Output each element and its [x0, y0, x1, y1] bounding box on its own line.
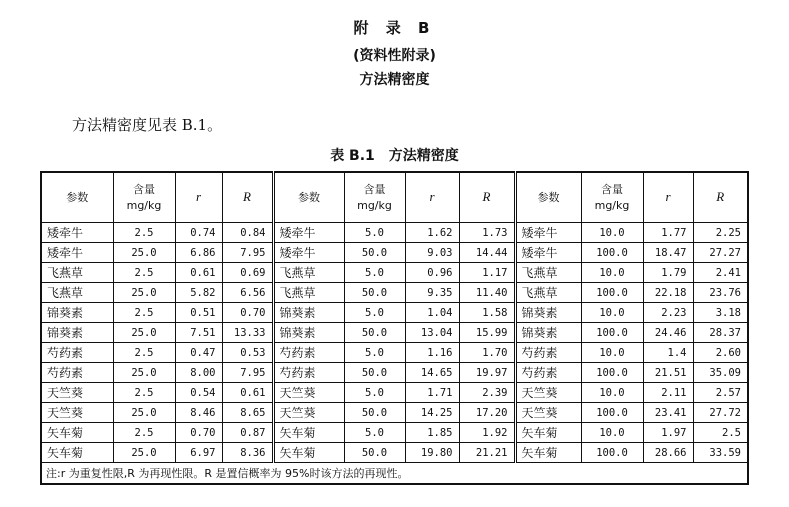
R-cell: 0.53	[222, 343, 273, 363]
table-row	[41, 323, 748, 343]
r-cell: 0.54	[175, 383, 222, 403]
table-row	[41, 383, 748, 403]
r-cell: 1.4	[643, 343, 693, 363]
r-cell: 14.65	[405, 363, 459, 383]
R-cell: 1.17	[459, 263, 515, 283]
param-cell: 矢车菊	[41, 423, 113, 443]
R-cell: 8.65	[222, 403, 273, 423]
r-cell: 22.18	[643, 283, 693, 303]
r-cell: 2.11	[643, 383, 693, 403]
R-cell: 27.72	[693, 403, 748, 423]
content-cell: 50.0	[344, 323, 405, 343]
r-cell: 1.77	[643, 223, 693, 243]
table-row	[41, 283, 748, 303]
param-cell: 矮牵牛	[41, 243, 113, 263]
param-cell: 锦葵素	[273, 303, 344, 323]
param-cell: 飞燕草	[515, 283, 581, 303]
param-cell: 锦葵素	[41, 323, 113, 343]
table-row	[41, 403, 748, 423]
content-cell: 50.0	[344, 363, 405, 383]
r-cell: 0.61	[175, 263, 222, 283]
r-cell: 1.71	[405, 383, 459, 403]
R-cell: 28.37	[693, 323, 748, 343]
header-R: R	[459, 172, 515, 223]
param-cell: 芍药素	[41, 363, 113, 383]
table-row	[41, 423, 748, 443]
r-cell: 9.03	[405, 243, 459, 263]
r-cell: 1.04	[405, 303, 459, 323]
param-cell: 锦葵素	[41, 303, 113, 323]
table-note: 注:r 为重复性限,R 为再现性限。R 是置信概率为 95%时该方法的再现性。	[41, 463, 748, 485]
param-cell: 飞燕草	[273, 283, 344, 303]
content-cell: 5.0	[344, 263, 405, 283]
table-row	[41, 243, 748, 263]
R-cell: 33.59	[693, 443, 748, 463]
r-cell: 1.62	[405, 223, 459, 243]
header-content: 含量 mg/kg	[344, 172, 405, 223]
R-cell: 19.97	[459, 363, 515, 383]
r-cell: 1.16	[405, 343, 459, 363]
param-cell: 天竺葵	[515, 383, 581, 403]
content-cell: 5.0	[344, 303, 405, 323]
R-cell: 8.36	[222, 443, 273, 463]
R-cell: 14.44	[459, 243, 515, 263]
R-cell: 2.25	[693, 223, 748, 243]
appendix-title: 附 录 B	[353, 19, 436, 37]
param-cell: 矢车菊	[273, 423, 344, 443]
table-header-row	[41, 172, 748, 223]
content-cell: 100.0	[581, 363, 643, 383]
content-cell: 25.0	[113, 243, 175, 263]
content-cell: 10.0	[581, 383, 643, 403]
param-cell: 芍药素	[515, 363, 581, 383]
header-r: r	[175, 172, 222, 223]
content-cell: 2.5	[113, 383, 175, 403]
header-R: R	[222, 172, 273, 223]
r-cell: 2.23	[643, 303, 693, 323]
header-content: 含量 mg/kg	[581, 172, 643, 223]
header-content: 含量 mg/kg	[113, 172, 175, 223]
r-cell: 1.97	[643, 423, 693, 443]
header-param: 参数	[515, 172, 581, 223]
param-cell: 天竺葵	[273, 383, 344, 403]
param-cell: 飞燕草	[515, 263, 581, 283]
r-cell: 8.00	[175, 363, 222, 383]
intro-text: 方法精密度见表 B.1。	[72, 116, 223, 134]
R-cell: 3.18	[693, 303, 748, 323]
R-cell: 1.92	[459, 423, 515, 443]
R-cell: 27.27	[693, 243, 748, 263]
table-row	[41, 223, 748, 243]
r-cell: 7.51	[175, 323, 222, 343]
r-cell: 9.35	[405, 283, 459, 303]
r-cell: 0.47	[175, 343, 222, 363]
table-row	[41, 443, 748, 463]
content-cell: 10.0	[581, 303, 643, 323]
R-cell: 1.73	[459, 223, 515, 243]
content-cell: 2.5	[113, 303, 175, 323]
header-r: r	[643, 172, 693, 223]
param-cell: 矢车菊	[515, 423, 581, 443]
param-cell: 飞燕草	[41, 263, 113, 283]
content-cell: 5.0	[344, 343, 405, 363]
table-caption-number: 表 B.1	[330, 148, 375, 164]
R-cell: 13.33	[222, 323, 273, 343]
r-cell: 13.04	[405, 323, 459, 343]
param-cell: 天竺葵	[41, 403, 113, 423]
table-caption-title: 方法精密度	[388, 148, 459, 164]
param-cell: 飞燕草	[273, 263, 344, 283]
param-cell: 矮牵牛	[41, 223, 113, 243]
param-cell: 锦葵素	[515, 323, 581, 343]
content-cell: 2.5	[113, 223, 175, 243]
table-row	[41, 363, 748, 383]
r-cell: 23.41	[643, 403, 693, 423]
header-param: 参数	[273, 172, 344, 223]
table-row	[41, 263, 748, 283]
param-cell: 矮牵牛	[515, 243, 581, 263]
param-cell: 矮牵牛	[273, 223, 344, 243]
R-cell: 21.21	[459, 443, 515, 463]
param-cell: 芍药素	[41, 343, 113, 363]
content-cell: 25.0	[113, 323, 175, 343]
content-cell: 10.0	[581, 423, 643, 443]
content-cell: 2.5	[113, 263, 175, 283]
content-cell: 100.0	[581, 403, 643, 423]
param-cell: 矢车菊	[41, 443, 113, 463]
param-cell: 矢车菊	[273, 443, 344, 463]
content-cell: 25.0	[113, 443, 175, 463]
content-cell: 100.0	[581, 243, 643, 263]
r-cell: 0.51	[175, 303, 222, 323]
r-cell: 28.66	[643, 443, 693, 463]
r-cell: 6.97	[175, 443, 222, 463]
param-cell: 芍药素	[515, 343, 581, 363]
content-cell: 50.0	[344, 283, 405, 303]
R-cell: 0.70	[222, 303, 273, 323]
param-cell: 锦葵素	[273, 323, 344, 343]
content-cell: 10.0	[581, 223, 643, 243]
content-cell: 50.0	[344, 443, 405, 463]
r-cell: 0.74	[175, 223, 222, 243]
R-cell: 0.84	[222, 223, 273, 243]
R-cell: 23.76	[693, 283, 748, 303]
R-cell: 17.20	[459, 403, 515, 423]
appendix-subtitle: (资料性附录)	[353, 48, 436, 64]
r-cell: 14.25	[405, 403, 459, 423]
table-note-row	[41, 463, 748, 485]
R-cell: 0.61	[222, 383, 273, 403]
appendix-heading: 方法精密度	[359, 72, 430, 88]
param-cell: 芍药素	[273, 363, 344, 383]
table-caption	[0, 145, 789, 165]
R-cell: 2.39	[459, 383, 515, 403]
content-cell: 50.0	[344, 243, 405, 263]
r-cell: 19.80	[405, 443, 459, 463]
r-cell: 8.46	[175, 403, 222, 423]
content-cell: 10.0	[581, 263, 643, 283]
r-cell: 0.96	[405, 263, 459, 283]
R-cell: 7.95	[222, 363, 273, 383]
R-cell: 35.09	[693, 363, 748, 383]
param-cell: 锦葵素	[515, 303, 581, 323]
r-cell: 1.79	[643, 263, 693, 283]
R-cell: 2.5	[693, 423, 748, 443]
header-R: R	[693, 172, 748, 223]
param-cell: 飞燕草	[41, 283, 113, 303]
r-cell: 24.46	[643, 323, 693, 343]
content-cell: 25.0	[113, 363, 175, 383]
content-cell: 25.0	[113, 403, 175, 423]
header-r: r	[405, 172, 459, 223]
content-cell: 5.0	[344, 223, 405, 243]
content-cell: 10.0	[581, 343, 643, 363]
r-cell: 0.70	[175, 423, 222, 443]
param-cell: 矮牵牛	[515, 223, 581, 243]
R-cell: 1.58	[459, 303, 515, 323]
param-cell: 矢车菊	[515, 443, 581, 463]
R-cell: 11.40	[459, 283, 515, 303]
R-cell: 2.57	[693, 383, 748, 403]
R-cell: 1.70	[459, 343, 515, 363]
content-cell: 25.0	[113, 283, 175, 303]
content-cell: 100.0	[581, 443, 643, 463]
r-cell: 5.82	[175, 283, 222, 303]
param-cell: 天竺葵	[515, 403, 581, 423]
content-cell: 100.0	[581, 323, 643, 343]
r-cell: 1.85	[405, 423, 459, 443]
R-cell: 15.99	[459, 323, 515, 343]
content-cell: 100.0	[581, 283, 643, 303]
r-cell: 18.47	[643, 243, 693, 263]
r-cell: 6.86	[175, 243, 222, 263]
table-row	[41, 303, 748, 323]
content-cell: 2.5	[113, 423, 175, 443]
param-cell: 芍药素	[273, 343, 344, 363]
content-cell: 2.5	[113, 343, 175, 363]
r-cell: 21.51	[643, 363, 693, 383]
R-cell: 0.87	[222, 423, 273, 443]
R-cell: 2.60	[693, 343, 748, 363]
precision-table	[40, 171, 749, 485]
content-cell: 5.0	[344, 423, 405, 443]
content-cell: 50.0	[344, 403, 405, 423]
table-row	[41, 343, 748, 363]
R-cell: 0.69	[222, 263, 273, 283]
header-param: 参数	[41, 172, 113, 223]
content-cell: 5.0	[344, 383, 405, 403]
param-cell: 天竺葵	[41, 383, 113, 403]
param-cell: 天竺葵	[273, 403, 344, 423]
param-cell: 矮牵牛	[273, 243, 344, 263]
R-cell: 7.95	[222, 243, 273, 263]
R-cell: 2.41	[693, 263, 748, 283]
R-cell: 6.56	[222, 283, 273, 303]
